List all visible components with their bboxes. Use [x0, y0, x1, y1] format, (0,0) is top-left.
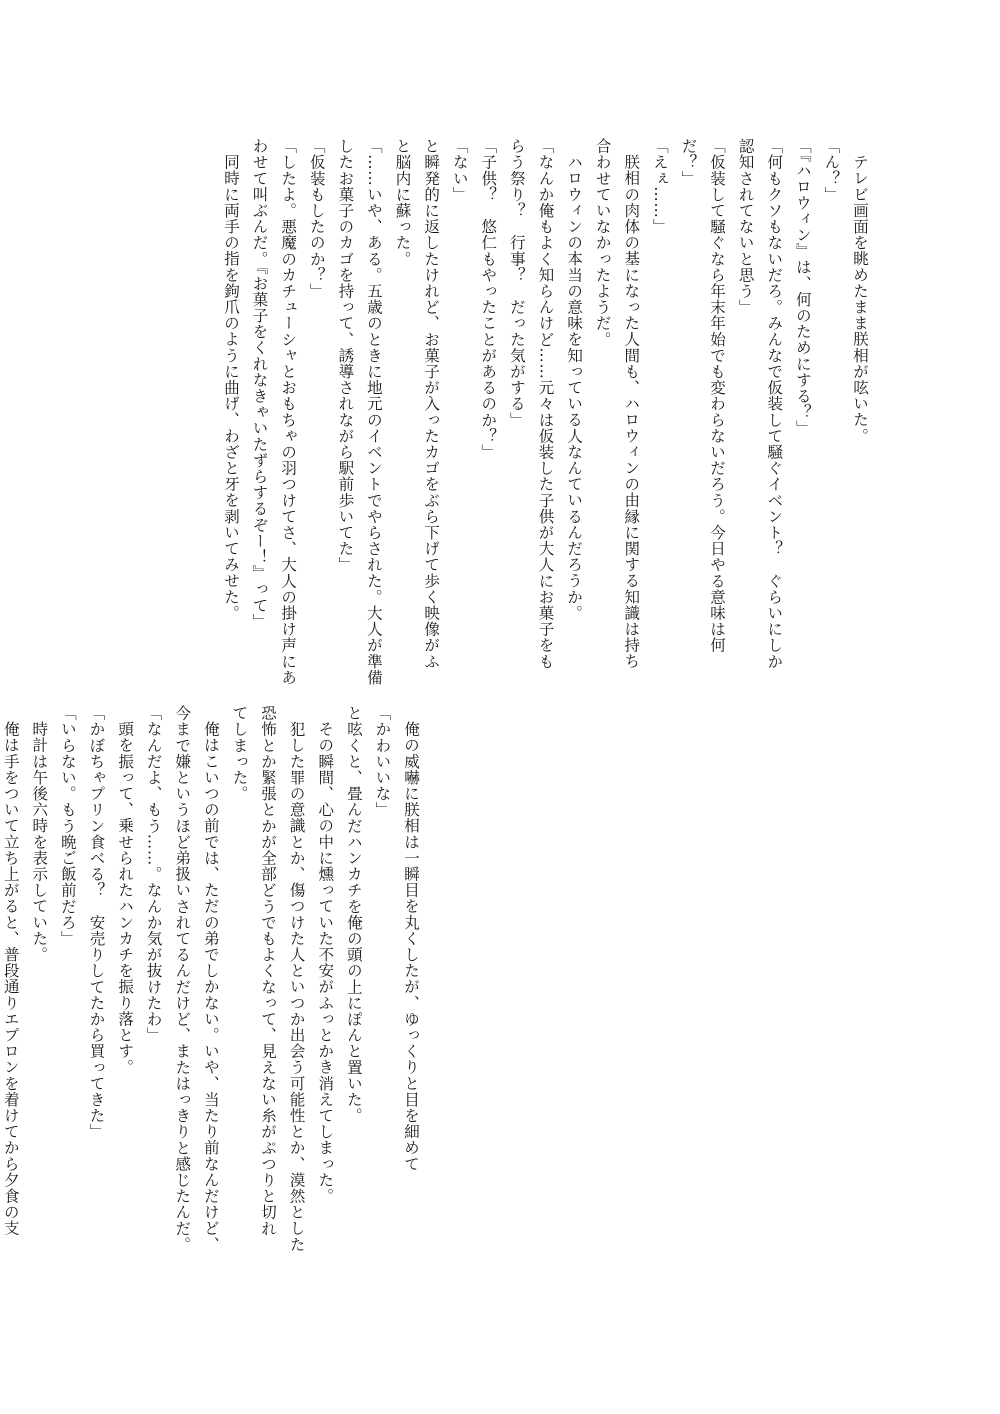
bottom-block-line: 犯した罪の意識とか、傷つけた人といつか出会う可能性とか、漠然とした — [287, 720, 306, 1252]
top-block-line: 「仮装もしたのか？」 — [307, 138, 326, 299]
bottom-block-line: と呟くと、畳んだハンカチを俺の頭の上にぽんと置いた。 — [344, 705, 363, 1124]
text-block-bottom — [0, 705, 425, 1253]
top-block-line: らう祭り？ 行事？ だった気がする」 — [507, 138, 526, 428]
top-block-line: 朕相の肉体の基になった人間も、ハロウィンの由縁に関する知識は持ち — [622, 153, 641, 669]
bottom-block-line: 頭を振って、乗せられたハンカチを振り落とす。 — [116, 720, 135, 1075]
top-block-line: 認知されてないと思う」 — [736, 138, 755, 316]
bottom-block-line: てしまった。 — [230, 705, 249, 802]
bottom-block-line: 時計は午後六時を表示していた。 — [30, 720, 49, 962]
top-block-line: 「したよ。悪魔のカチューシャとおもちゃの羽つけてさ、大人の掛け声にあ — [279, 138, 298, 686]
top-block-line: 「ない」 — [450, 138, 469, 203]
top-block-line: わせて叫ぶんだ。『お菓子をくれなきゃいたずらするぞー！』って」 — [250, 138, 269, 630]
bottom-block-line: 俺は手をついて立ち上がると、普段通りエプロンを着けてから夕食の支 — [1, 720, 20, 1236]
top-block-line: したお菓子のカゴを持って、誘導されながら駅前歩いてた」 — [336, 138, 355, 573]
top-block-line: だ？」 — [679, 138, 698, 187]
bottom-block-line: その瞬間、心の中に燻っていた不安がふっとかき消えてしまった。 — [316, 720, 335, 1204]
top-block-line: 同時に両手の指を鉤爪のように曲げ、わざと牙を剥いてみせた。 — [221, 153, 240, 621]
bottom-block-line: 「かぼちゃプリン食べる？ 安売りしてたから買ってきた」 — [87, 705, 106, 1140]
top-block-line: 「子供？ 悠仁もやったことがあるのか？」 — [479, 138, 498, 460]
top-block-line: 「『ハロウィン』は、何のためにする？」 — [793, 138, 812, 437]
top-block-line: 「ん？」 — [822, 138, 841, 203]
top-block-line: 「何もクソもないだろ。みんなで仮装して騒ぐイベント？ ぐらいにしか — [765, 138, 784, 670]
bottom-block-line: 「かわいいな」 — [373, 705, 392, 818]
top-block-line: ハロウィンの本当の意味を知っている人なんているんだろうか。 — [565, 153, 584, 621]
top-block-line: 「えぇ……」 — [650, 138, 669, 235]
bottom-block-line: 俺はこいつの前では、ただの弟でしかない。いや、当たり前なんだけど、 — [201, 720, 220, 1252]
top-block-line: と瞬発的に返したけれど、お菓子が入ったカゴをぶら下げて歩く映像がふ — [422, 138, 441, 670]
text-block-top — [216, 138, 874, 686]
top-block-line: 合わせていなかったようだ。 — [593, 138, 612, 348]
bottom-block-line: 「なんだよ、もう……。なんか気が抜けたわ」 — [144, 705, 163, 1044]
bottom-block-line: 今まで嫌というほど弟扱いされてるんだけど、またはっきりと感じたんだ。 — [173, 705, 192, 1253]
bottom-block-line: 俺の威嚇に朕相は一瞬目を丸くしたが、ゆっくりと目を細めて — [402, 720, 420, 1172]
top-block-line: 「……いや、ある。五歳のときに地元のイベントでやらされた。大人が準備 — [364, 138, 383, 686]
top-block-line: 「仮装して騒ぐなら年末年始でも変わらないだろう。今日やる意味は何 — [708, 138, 727, 654]
bottom-block-line: 「いらない。もう晩ご飯前だろ」 — [58, 705, 77, 947]
top-block-line: 「なんか俺もよく知らんけど……元々は仮装した子供が大人にお菓子をも — [536, 138, 555, 670]
top-block-line: と脳内に蘇った。 — [393, 138, 412, 267]
top-block-line: テレビ画面を眺めたまま朕相が呟いた。 — [851, 153, 869, 444]
bottom-block-line: 恐怖とか緊張とかが全部どうでもよくなって、見えない糸がぷつりと切れ — [259, 705, 278, 1237]
